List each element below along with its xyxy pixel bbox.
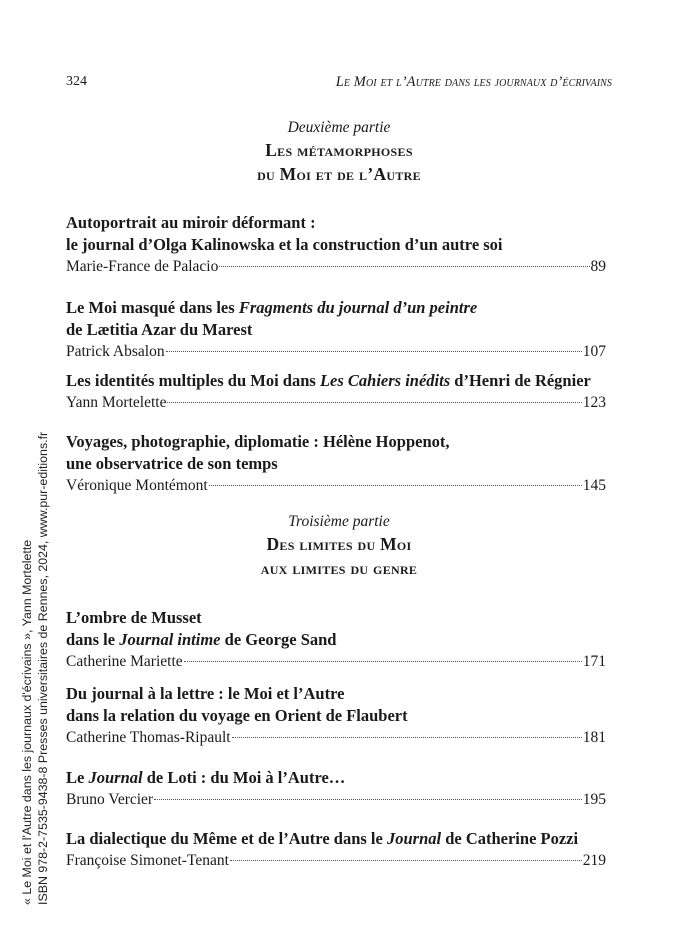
dot-leader — [154, 799, 582, 800]
title-text: le journal d’Olga Kalinowska et la construction d’un autre soi — [66, 235, 503, 254]
title-text: Du journal à la lettre : le Moi et l’Autre — [66, 684, 345, 703]
dot-leader — [219, 266, 589, 267]
page-number: 324 — [66, 74, 87, 89]
title-text: d’Henri de Régnier — [450, 371, 591, 390]
entry-page-number: 89 — [590, 258, 606, 275]
part-heading-2 — [66, 118, 612, 186]
title-text: dans la relation du voyage en Orient de Flaubert — [66, 706, 408, 725]
entry-author: Bruno Vercier — [66, 791, 154, 808]
part-title-line: du Moi et de l’Autre — [257, 164, 421, 184]
title-text-italic: Journal — [88, 768, 143, 787]
title-text-italic: Journal intime — [119, 630, 221, 649]
toc-entry[interactable] — [66, 683, 606, 748]
running-title: Le Moi et l’Autre dans les journaux d’écrivains — [335, 74, 612, 90]
entry-title — [66, 828, 606, 850]
part-title-line: Les métamorphoses — [265, 140, 413, 160]
entry-author-line — [66, 392, 606, 413]
page-header — [66, 74, 612, 94]
part-title-line: aux limites du genre — [260, 558, 418, 578]
title-text: Le — [66, 768, 89, 787]
entry-author-line — [66, 850, 606, 871]
entry-author: Marie-France de Palacio — [66, 258, 219, 275]
dot-leader — [232, 737, 582, 738]
entry-title — [66, 297, 606, 341]
toc-entry[interactable] — [66, 607, 606, 672]
title-text: dans le — [66, 630, 120, 649]
entry-author: Catherine Thomas-Ripault — [66, 729, 231, 746]
entry-author-line — [66, 475, 606, 496]
entry-page-number: 145 — [582, 477, 606, 494]
title-text: de George Sand — [220, 630, 337, 649]
entry-title — [66, 683, 606, 727]
part-label: Deuxième partie — [287, 119, 391, 136]
part-title-line: Des limites du Moi — [266, 534, 412, 554]
toc-entry[interactable] — [66, 431, 606, 496]
entry-page-number: 107 — [582, 343, 606, 360]
entry-author: Yann Mortelette — [66, 394, 167, 411]
part-label: Troisième partie — [288, 513, 390, 530]
toc-entry[interactable] — [66, 212, 606, 277]
title-text: Les identités multiples du Moi dans — [66, 371, 320, 390]
entry-page-number: 181 — [582, 729, 606, 746]
title-text-italic: Journal — [386, 829, 442, 848]
title-text: La dialectique du Même et de l’Autre dans le — [66, 829, 387, 848]
dot-leader — [166, 351, 582, 352]
entry-author-line — [66, 341, 606, 362]
dot-leader — [230, 860, 582, 861]
title-text: Voyages, photographie, diplomatie : Hélène Hoppenot, — [66, 432, 450, 451]
title-text: de Catherine Pozzi — [441, 829, 579, 848]
title-text: Autoportrait au miroir déformant : — [66, 213, 316, 232]
entry-author: Patrick Absalon — [66, 343, 165, 360]
entry-page-number: 123 — [582, 394, 606, 411]
toc-entry[interactable] — [66, 370, 606, 413]
entry-author-line — [66, 651, 606, 672]
entry-author: Françoise Simonet-Tenant — [66, 852, 229, 869]
title-text-italic: Les Cahiers inédits — [319, 371, 451, 390]
side-credit — [19, 425, 51, 905]
toc-entry[interactable] — [66, 767, 606, 810]
toc-entry[interactable] — [66, 828, 606, 871]
part-heading-3 — [66, 512, 612, 580]
entry-author-line — [66, 727, 606, 748]
entry-page-number: 195 — [582, 791, 606, 808]
title-text: de Lætitia Azar du Marest — [66, 320, 253, 339]
entry-author-line — [66, 789, 606, 810]
title-text: Le Moi masqué dans les — [66, 298, 239, 317]
dot-leader — [209, 485, 582, 486]
entry-title — [66, 431, 606, 475]
title-text: une observatrice de son temps — [66, 454, 278, 473]
entry-title — [66, 370, 606, 392]
entry-page-number: 219 — [582, 852, 606, 869]
title-text: L’ombre de Musset — [66, 608, 202, 627]
entry-page-number: 171 — [582, 653, 606, 670]
entry-author: Véronique Montémont — [66, 477, 208, 494]
entry-title — [66, 607, 606, 651]
side-credit-line-2: ISBN 978-2-7535-9438-8 Presses universitaires de Rennes, 2024, www.pur-editions.fr — [36, 431, 50, 905]
entry-title — [66, 212, 606, 256]
dot-leader — [184, 661, 582, 662]
entry-author-line — [66, 256, 606, 277]
title-text-italic: Fragments du journal d’un peintre — [238, 298, 478, 317]
entry-author: Catherine Mariette — [66, 653, 183, 670]
side-credit-line-1: « Le Moi et l'Autre dans les journaux d'écrivains », Yann Mortelette — [20, 539, 34, 905]
entry-title — [66, 767, 606, 789]
dot-leader — [167, 402, 581, 403]
title-text: de Loti : du Moi à l’Autre… — [142, 768, 346, 787]
toc-entry[interactable] — [66, 297, 606, 362]
